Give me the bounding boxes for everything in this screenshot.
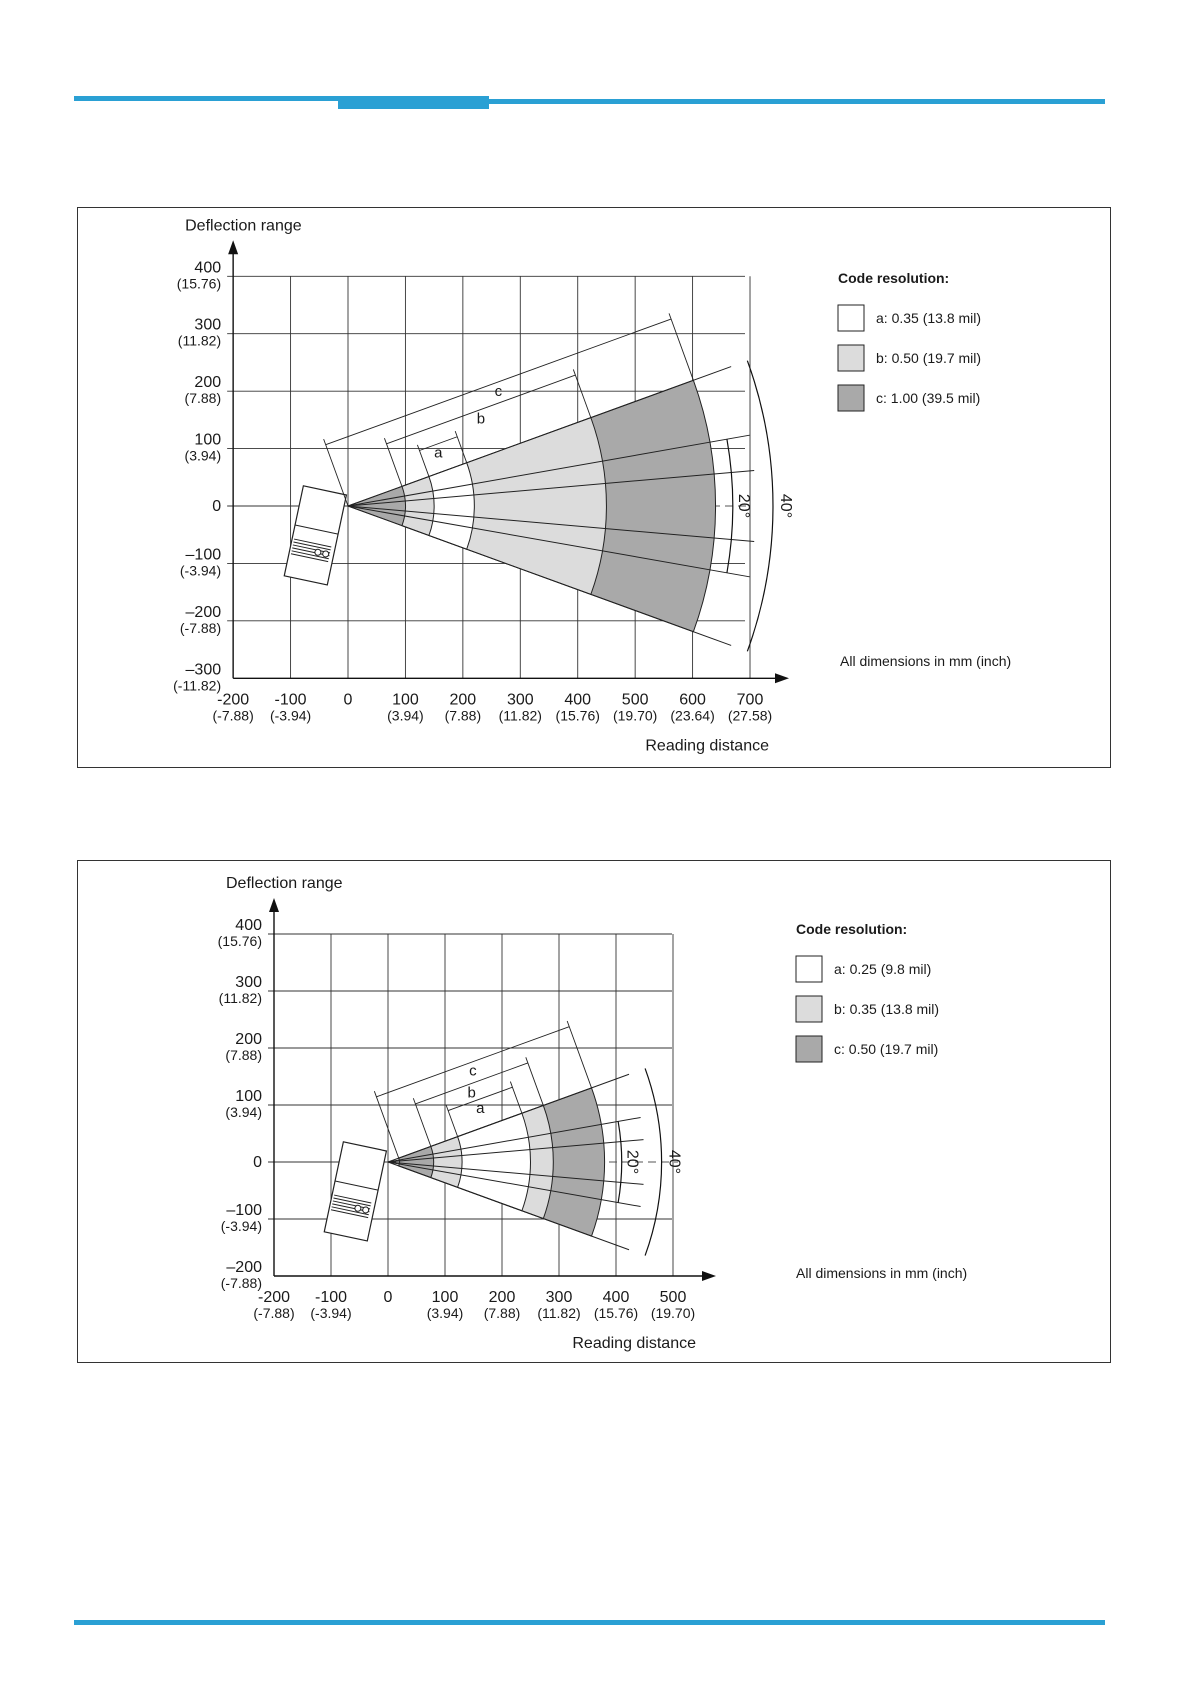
x-tick-label: -200 — [217, 691, 250, 709]
reading-field-diagram-2-svg — [78, 861, 1112, 1364]
legend-swatch-0 — [838, 305, 864, 331]
x-tick-label-inch: (7.88) — [444, 707, 482, 724]
y-tick-label: 0 — [212, 498, 222, 515]
y-tick-label-inch: (7.88) — [184, 390, 222, 407]
y-tick-label: 0 — [253, 1154, 262, 1171]
x-tick-label-inch: (-3.94) — [310, 1305, 352, 1321]
angle-label-20: 20° — [623, 1149, 641, 1175]
x-tick-label: 300 — [545, 1289, 573, 1306]
legend-title: Code resolution: — [796, 921, 908, 937]
x-tick-label-inch: (-3.94) — [269, 707, 312, 724]
y-axis-title: Deflection range — [226, 875, 343, 892]
reading-field-diagram-1-svg — [78, 208, 1112, 769]
x-tick-label: 500 — [621, 691, 649, 709]
y-tick-label: –300 — [185, 661, 222, 679]
dimension-extension — [413, 1098, 431, 1146]
x-axis-title: Reading distance — [572, 1335, 696, 1352]
legend-swatch-2 — [838, 385, 864, 411]
y-tick-label-inch: (-3.94) — [179, 562, 222, 579]
zone-b — [402, 418, 606, 595]
dimension-label-a: a — [434, 444, 443, 462]
x-axis-arrow — [702, 1271, 716, 1281]
dimension-extension — [526, 1057, 544, 1105]
x-tick-label-inch: (23.64) — [670, 707, 715, 724]
y-tick-label-inch: (11.82) — [218, 990, 262, 1006]
x-tick-label-inch: (11.82) — [537, 1305, 581, 1321]
dimension-extension — [573, 369, 591, 417]
dimension-extension — [669, 313, 693, 380]
x-tick-label: 400 — [602, 1289, 630, 1306]
x-tick-label-inch: (-7.88) — [212, 707, 254, 724]
header-bar-tab — [338, 96, 489, 109]
dimensions-note: All dimensions in mm (inch) — [796, 1265, 968, 1281]
angle-label-40: 40° — [776, 493, 794, 519]
y-tick-label-inch: (-11.82) — [173, 677, 222, 694]
x-tick-label: 200 — [449, 691, 477, 709]
header-bar-right — [489, 99, 1105, 104]
legend-label-2: c: 1.00 (39.5 mil) — [876, 390, 981, 406]
x-tick-label-inch: (15.76) — [555, 707, 600, 724]
y-tick-label: –200 — [185, 603, 222, 621]
x-tick-label-inch: (7.88) — [483, 1305, 521, 1321]
legend-swatch-1 — [796, 996, 822, 1022]
x-tick-label-inch: (19.70) — [650, 1305, 696, 1321]
x-axis-title: Reading distance — [645, 737, 769, 755]
x-axis-arrow — [775, 673, 789, 683]
y-tick-label: 300 — [235, 974, 262, 991]
legend-title: Code resolution: — [838, 270, 950, 286]
dimension-label-c: c — [494, 382, 503, 400]
legend-label-1: b: 0.35 (13.8 mil) — [834, 1001, 940, 1017]
angle-label-20: 20° — [734, 493, 752, 519]
x-tick-label-inch: (-7.88) — [253, 1305, 295, 1321]
dimension-label-b: b — [467, 1084, 476, 1102]
dimensions-note: All dimensions in mm (inch) — [840, 653, 1012, 669]
y-tick-label: 200 — [235, 1031, 262, 1048]
y-axis-arrow — [269, 898, 279, 912]
y-tick-label-inch: (-3.94) — [220, 1218, 262, 1234]
x-tick-label: 400 — [564, 691, 592, 709]
y-tick-label: –200 — [226, 1259, 262, 1276]
y-tick-label-inch: (15.76) — [217, 933, 262, 949]
y-tick-label: 100 — [235, 1088, 262, 1105]
zone-a — [458, 1113, 531, 1210]
legend-label-0: a: 0.25 (9.8 mil) — [834, 961, 932, 977]
angle-label-40: 40° — [665, 1149, 683, 1175]
angle-arc-20 — [618, 1121, 622, 1202]
x-tick-label-inch: (11.82) — [498, 707, 542, 724]
y-tick-label: 100 — [194, 431, 222, 449]
x-tick-label-inch: (3.94) — [426, 1305, 464, 1321]
y-axis-title: Deflection range — [185, 217, 302, 235]
y-tick-label: 400 — [194, 259, 222, 277]
y-tick-label-inch: (3.94) — [225, 1104, 262, 1120]
legend-swatch-0 — [796, 956, 822, 982]
x-tick-label: 700 — [736, 691, 764, 709]
y-tick-label: –100 — [185, 546, 222, 564]
y-tick-label-inch: (-7.88) — [179, 619, 222, 636]
y-axis-arrow — [228, 240, 238, 254]
y-tick-label-inch: (-7.88) — [220, 1275, 262, 1291]
dimension-extension — [567, 1021, 591, 1088]
legend-label-0: a: 0.35 (13.8 mil) — [876, 310, 982, 326]
dimension-extension — [374, 1091, 398, 1158]
x-tick-label-inch: (3.94) — [387, 707, 424, 724]
x-tick-label: -200 — [257, 1289, 291, 1306]
dimension-label-a: a — [476, 1099, 485, 1117]
x-tick-label: 0 — [343, 691, 353, 709]
reading-field-diagram-1 — [77, 207, 1111, 768]
x-tick-label: 100 — [431, 1289, 459, 1306]
x-tick-label: -100 — [274, 691, 307, 709]
y-tick-label-inch: (7.88) — [225, 1047, 262, 1063]
scanner-body — [284, 486, 346, 585]
y-tick-label-inch: (3.94) — [184, 447, 222, 464]
y-tick-label: 300 — [194, 316, 222, 334]
scanner-device — [324, 1142, 386, 1241]
legend-label-1: b: 0.50 (19.7 mil) — [876, 350, 982, 366]
x-tick-label: -100 — [314, 1289, 348, 1306]
x-tick-label-inch: (19.70) — [612, 707, 658, 724]
scanner-body — [324, 1142, 386, 1241]
header-bar-left — [74, 96, 338, 101]
legend-label-2: c: 0.50 (19.7 mil) — [834, 1041, 939, 1057]
y-tick-label-inch: (11.82) — [177, 332, 222, 349]
zone-a — [429, 463, 474, 549]
dimension-extension — [510, 1082, 522, 1114]
x-tick-label-inch: (15.76) — [593, 1305, 639, 1321]
x-tick-label: 100 — [392, 691, 419, 709]
reading-field-diagram-2 — [77, 860, 1111, 1363]
x-tick-label: 0 — [383, 1289, 393, 1306]
legend-swatch-2 — [796, 1036, 822, 1062]
dimension-extension — [455, 431, 467, 463]
x-tick-label: 200 — [488, 1289, 516, 1306]
dimension-label-b: b — [476, 410, 486, 428]
x-tick-label: 600 — [679, 691, 706, 709]
y-tick-label-inch: (15.76) — [176, 275, 222, 292]
x-tick-label: 500 — [659, 1289, 687, 1306]
scanner-device — [284, 486, 346, 585]
dimension-label-c: c — [469, 1062, 477, 1080]
y-tick-label: 200 — [194, 374, 222, 392]
legend-swatch-1 — [838, 345, 864, 371]
dimension-extension — [384, 438, 402, 486]
x-tick-label-inch: (27.58) — [727, 707, 773, 724]
x-tick-label: 300 — [506, 691, 534, 709]
footer-bar — [74, 1620, 1105, 1625]
y-tick-label: 400 — [235, 917, 262, 934]
y-tick-label: –100 — [226, 1202, 262, 1219]
